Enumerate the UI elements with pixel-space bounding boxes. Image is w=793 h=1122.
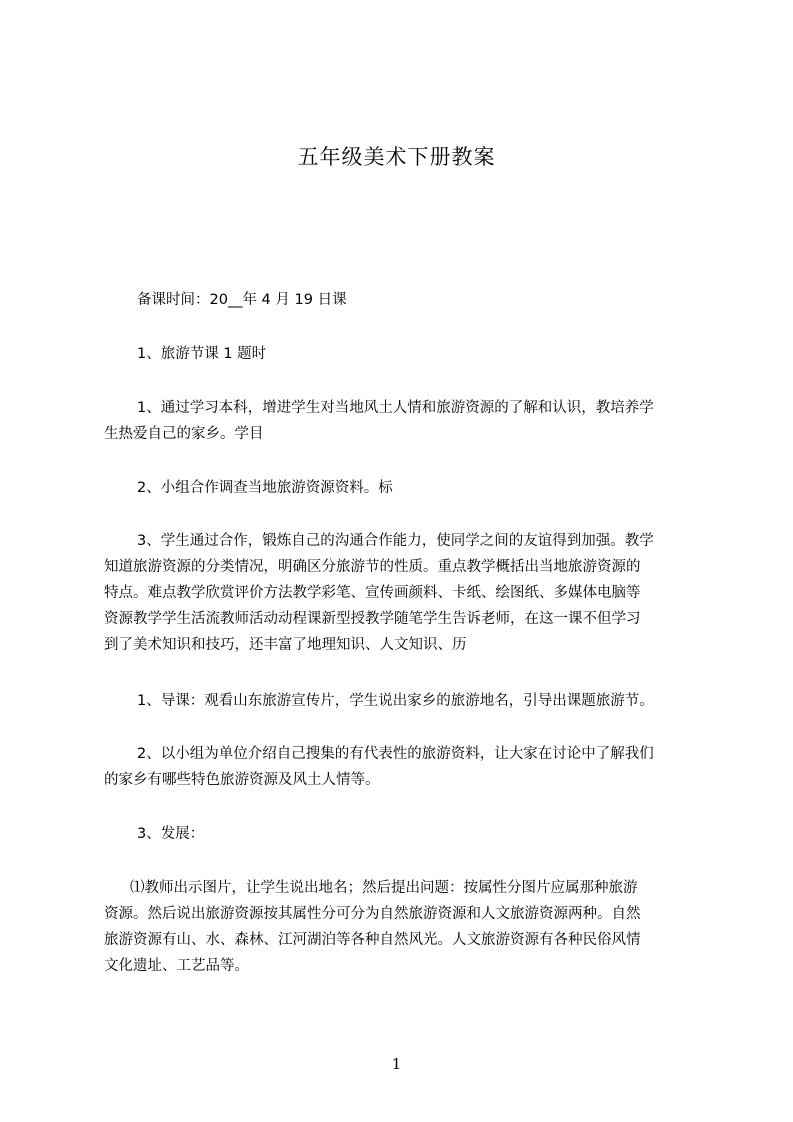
- objective-2-paragraph: [137, 475, 741, 501]
- group-step-paragraph: [104, 741, 708, 793]
- text-line: 3、学生通过合作，锻炼自己的沟通合作能力，使同学之间的友谊得到加强。教学: [137, 533, 654, 549]
- picture-activity-paragraph: [104, 875, 708, 979]
- text-line: 资源。然后说出旅游资源按其属性分可分为自然旅游资源和人文旅游资源两种。自然: [104, 906, 641, 922]
- text-line: 知道旅游资源的分类情况，明确区分旅游节的性质。重点教学概括出当地旅游资源的: [104, 559, 641, 575]
- lesson-heading-paragraph: [137, 341, 741, 367]
- text-line: 文化遗址、工艺品等。: [104, 958, 249, 974]
- develop-step-paragraph: [137, 821, 741, 847]
- text-line: 2、小组合作调查当地旅游资源资料。标: [137, 480, 393, 496]
- page-number: 1: [391, 1055, 402, 1073]
- text-line: 3、发展：: [137, 826, 205, 842]
- intro-step-paragraph: [137, 688, 741, 714]
- text-line: 的家乡有哪些特色旅游资源及风土人情等。: [104, 772, 380, 788]
- objective-1-paragraph: [104, 395, 708, 447]
- text-line: 备课时间：20__年 4 月 19 日课: [137, 292, 347, 308]
- prep-time-paragraph: [137, 287, 741, 313]
- text-line: ⑴教师出示图片，让学生说出地名；然后提出问题：按属性分图片应属那种旅游: [130, 880, 638, 896]
- text-line: 到了美术知识和技巧，还丰富了地理知识、人文知识、历: [104, 637, 467, 653]
- objective-3-paragraph: [104, 528, 708, 658]
- text-line: 1、通过学习本科，增进学生对当地风土人情和旅游资源的了解和认识，教培养学: [137, 400, 654, 416]
- text-line: 资源教学学生活流教师活动动程课新型授教学随笔学生告诉老师，在这一课不但学习: [104, 611, 641, 627]
- text-line: 旅游资源有山、水、森林、江河湖泊等各种自然风光。人文旅游资源有各种民俗风情: [104, 932, 641, 948]
- text-line: 特点。难点教学欣赏评价方法教学彩笔、宣传画颜料、卡纸、绘图纸、多媒体电脑等: [104, 585, 641, 601]
- document-title: 五年级美术下册教案: [297, 145, 496, 169]
- text-line: 1、导课：观看山东旅游宣传片，学生说出家乡的旅游地名，引导出课题旅游节。: [137, 693, 654, 709]
- text-line: 1、旅游节课 1 题时: [137, 346, 267, 362]
- text-line: 2、以小组为单位介绍自己搜集的有代表性的旅游资料，让大家在讨论中了解我们: [137, 746, 654, 762]
- text-line: 生热爱自己的家乡。学目: [104, 426, 264, 442]
